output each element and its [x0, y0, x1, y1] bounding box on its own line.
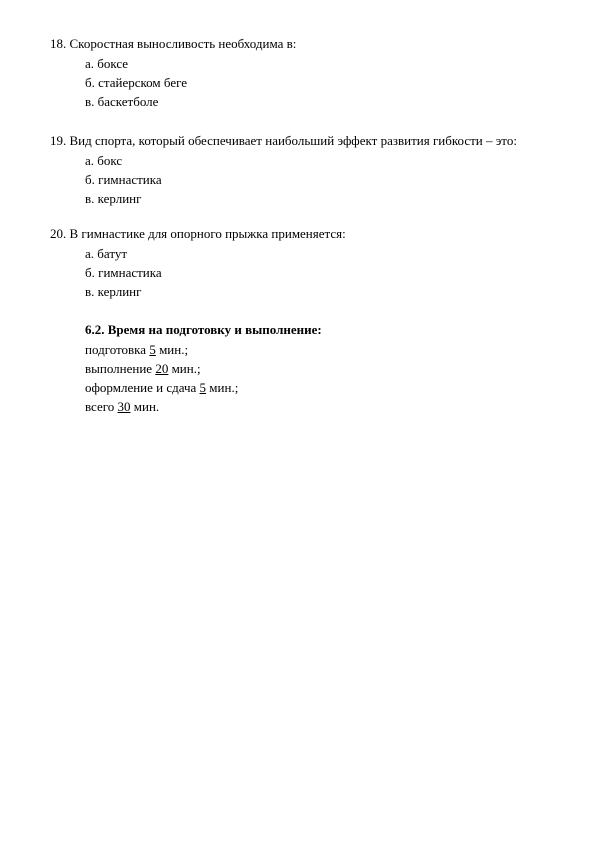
answer-option: в. керлинг [85, 191, 142, 206]
time-section [85, 320, 565, 416]
answer-options [50, 54, 590, 111]
time-unit: мин.; [168, 361, 201, 376]
time-value: 5 [199, 380, 207, 395]
time-line-execution [85, 359, 565, 378]
answer-option: б. гимнастика [85, 265, 162, 280]
question-text: 18. Скоростная выносливость необходима в: [50, 36, 297, 51]
answer-option: б. стайерском беге [85, 75, 188, 90]
question-text: 19. Вид спорта, который обеспечивает наибольший эффект развития гибкости – это: [50, 133, 517, 148]
section-heading: 6.2. Время на подготовку и выполнение: [85, 322, 322, 337]
answer-option: б. гимнастика [85, 172, 162, 187]
answer-option: а. боксе [85, 56, 129, 71]
time-unit: мин.; [206, 380, 239, 395]
time-value: 5 [149, 342, 156, 357]
answer-option: а. батут [85, 246, 128, 261]
answer-option: в. баскетболе [85, 94, 159, 109]
time-line-submission [85, 378, 565, 397]
answer-options [50, 151, 590, 208]
time-line-label: подготовка [85, 342, 150, 357]
time-value: 30 [117, 399, 131, 414]
time-line-label: оформление и сдача [85, 380, 200, 395]
answer-option: а. бокс [85, 153, 123, 168]
time-list [85, 340, 565, 416]
time-unit: мин. [130, 399, 160, 414]
question-19 [50, 131, 590, 208]
answer-options [50, 244, 590, 301]
question-20 [50, 224, 590, 301]
time-line-total [85, 397, 565, 416]
answer-option: в. керлинг [85, 284, 142, 299]
time-value: 20 [155, 361, 169, 376]
time-line-label: выполнение [85, 361, 156, 376]
time-unit: мин.; [155, 342, 189, 357]
time-line-preparation [85, 340, 565, 359]
time-line-label: всего [85, 399, 118, 414]
question-18 [50, 34, 590, 111]
question-text: 20. В гимнастике для опорного прыжка применяется: [50, 226, 346, 241]
